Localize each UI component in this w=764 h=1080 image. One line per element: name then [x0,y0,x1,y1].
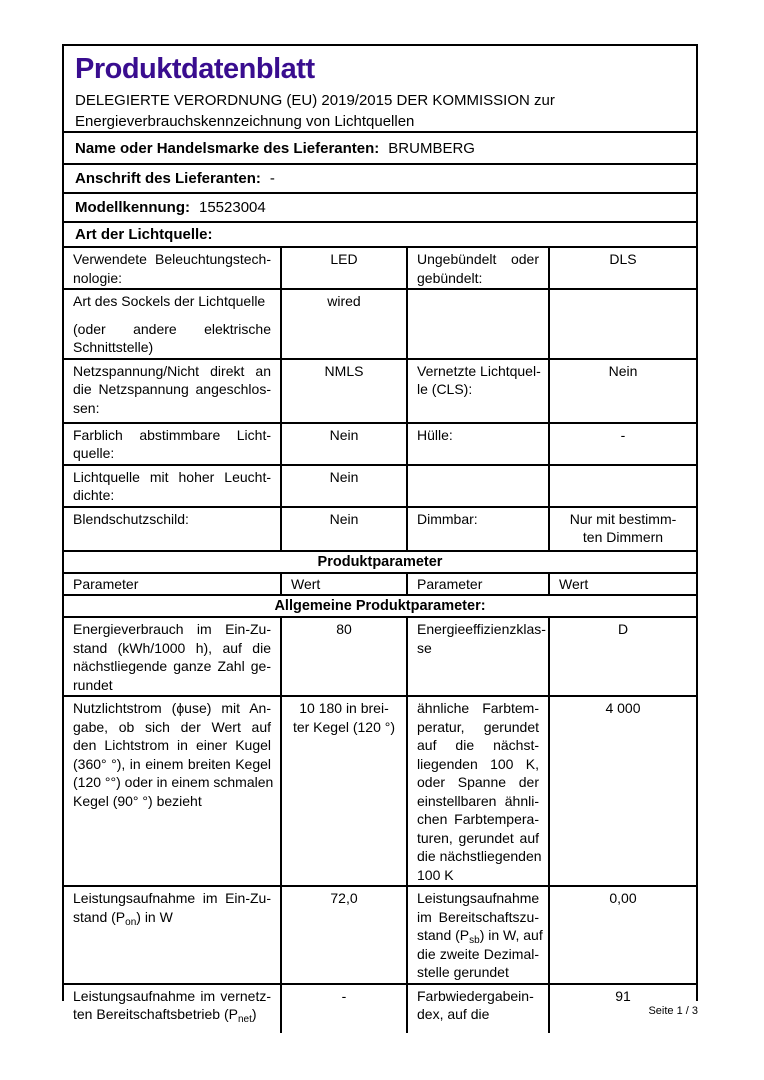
table-head-row [64,574,696,597]
document-header [64,46,696,133]
value-cell: 0,00 [609,890,637,906]
param-cell: Dimmbar: [408,508,550,550]
head-wert-2: Wert [559,575,589,592]
model-id-row [64,194,696,223]
param-cell: Energieeffizienzklas- se [408,618,550,695]
model-id-label: Modellkennung: [75,199,190,216]
param-cell: Energieverbrauch im Ein-Zu- stand (kWh/1000 h), auf die nächstliegende ganze Zahl ge- rundet [64,618,282,695]
light-source-type-label: Art der Lichtquelle: [75,226,213,243]
value-cell: Nein [608,362,638,379]
supplier-address-label: Anschrift des Lieferanten: [75,170,261,187]
value-cell: Nein [282,508,408,550]
value-cell: Nein [282,466,408,506]
param-cell: Vernetzte Lichtquel- le (CLS): [408,360,550,422]
param-cell [408,466,550,506]
value-cell: D [617,621,629,637]
value-cell: Nein [282,424,408,464]
param-cell: Leistungsaufnahme im vernetz- ten Bereitschaftsbetrieb $(P_{net})$ [64,985,282,1033]
value-cell: - [620,426,626,443]
product-parameter-banner: Produktparameter [64,552,696,574]
param-cell: Nutzlichtstrom (ϕuse) mit An- gabe, ob sich der Wert auf den Lichtstrom in einer Kugel (360° °), in einem breiten Kegel (120 °°) oder in einem schmalen Kegel (90° °) bezieht [64,697,282,885]
regulation-subtitle: DELEGIERTE VERORDNUNG (EU) 2019/2015 DER KOMMISSION zur Energieverbrauchskennzeichnung von Lichtquellen [75,92,555,130]
param-cell: Leistungsaufnahme im Ein-Zu- stand $(P_{on})$ in W [64,887,282,983]
general-parameter-banner: Allgemeine Produktparameter: [64,596,696,618]
param-cell: Netzspannung/Nicht direkt an die Netzspannung angeschlos- sen: [64,360,282,422]
table-row-on-mode-power [64,887,696,985]
supplier-name-row [64,133,696,165]
table-row-networked-standby [64,985,696,1033]
param-cell: Leistungsaufnahme im Bereitschaftszu- stand $(P_{sb})$ in W, auf die zweite Dezimal- stelle gerundet [408,887,550,983]
head-parameter-1: Parameter [64,574,282,595]
param-cell: Art des Sockels der Lichtquelle (oder andere elektrische Schnittstelle) [64,290,282,358]
param-cell: Farblich abstimmbare Licht- quelle: [64,424,282,464]
value-cell: Nur mit bestimm- ten Dimmern [569,510,677,545]
value-cell [550,466,696,506]
table-row-socket [64,290,696,360]
value-cell: 72,0 [282,887,408,983]
table-row-useful-luminous-flux [64,697,696,887]
head-wert-1: Wert [282,574,408,595]
param-cell: Hülle: [408,424,550,464]
value-cell: DLS [609,251,637,267]
value-cell: wired [282,290,408,358]
supplier-address-row [64,165,696,194]
value-cell: 10 180 in brei- ter Kegel (120 °) [282,697,408,885]
table-row-energy-consumption [64,618,696,697]
param-cell: Ungebündelt oder gebündelt: [408,248,550,288]
param-cell: Lichtquelle mit hoher Leucht- dichte: [64,466,282,506]
param-cell: ähnliche Farbtem- peratur, gerundet auf die nächst- liegenden 100 K, oder Spanne der einstellbaren ähnli- chen Farbtempera- turen, gerundet auf die nächstliegenden 100 K [408,697,550,885]
page-footer: Seite 1 / 3 [648,1005,698,1017]
table-row-color-tunable [64,424,696,466]
head-parameter-2: Parameter [408,574,550,595]
supplier-address-value: - [269,170,275,187]
param-cell: Farbwiedergabein- dex, auf die [408,985,550,1033]
param-cell [408,290,550,358]
value-cell: 4 000 [605,700,641,716]
table-row-anti-glare [64,508,696,552]
supplier-name-value: BRUMBERG [388,139,475,157]
page-title: Produktdatenblatt [75,53,315,85]
table-row-high-luminance [64,466,696,508]
value-cell: - [282,985,408,1033]
table-row-mains [64,360,696,424]
value-cell [550,290,696,358]
value-cell: NMLS [282,360,408,422]
value-cell: 80 [282,618,408,695]
param-cell: Verwendete Beleuchtungstech- nologie: [64,248,282,288]
supplier-name-label: Name oder Handelsmarke des Lieferanten: [75,139,380,157]
param-cell: Blendschutzschild: [64,508,282,550]
value-cell: 91 [615,987,631,1004]
value-cell: LED [282,248,408,288]
table-row-technology [64,248,696,290]
light-source-type-row [64,223,696,248]
model-id-value: 15523004 [199,199,266,216]
